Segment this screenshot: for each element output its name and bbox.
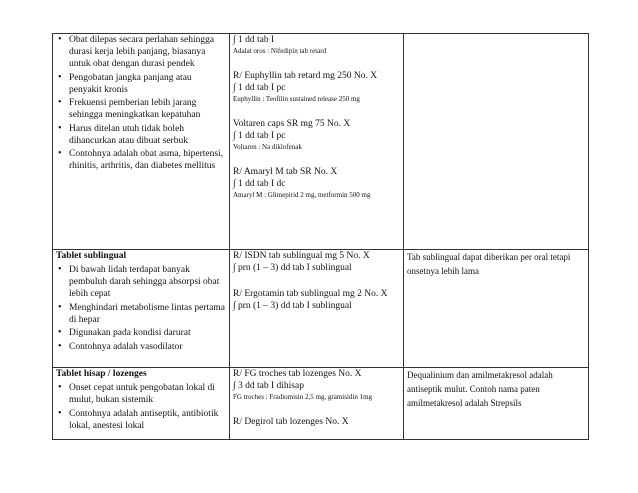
recipe-line: R/ Amaryl M tab SR No. X [233,167,338,177]
prescription-cell [230,34,404,250]
prescription-cell [230,250,404,368]
signa-line: ∫ 1 dd tab I dc [233,179,286,189]
section-title: Tablet sublingual [56,251,127,261]
recipe-line: R/ Ergotamin tab sublingual mg 2 No. X [233,289,388,299]
list-item: • Di bawah lidah terdapat banyak pembuluh darah sehingga absorpsi obat lebih cepat [56,264,226,300]
description-cell [53,250,230,368]
list-item: • Digunakan pada kondisi darurat [56,327,226,339]
list-item: • Pengobatan jangka panjang atau penyakit kronis [56,72,226,96]
section-title: Tablet hisap / lozenges [56,369,147,379]
signa-line: ∫ prn (1 – 3) dd tab I sublingual [233,301,352,311]
description-cell [53,368,230,440]
description-cell [53,34,230,250]
note-cell [404,250,589,368]
signa-line: ∫ 1 dd tab I pc [233,83,286,93]
list-item: • Obat dilepas secara perlahan sehingga durasi kerja lebih panjang, biasanya untuk obat dengan durasi pendek [56,34,226,70]
recipe-line: Voltaren caps SR mg 75 No. X [233,119,351,129]
composition-note: Voltaren : Na diklofenak [233,143,302,151]
note-text: Dequalinium dan amilmetakresol adalah antiseptik mulut. Contoh nama paten amilmetakresol adalah Strepsils [407,370,553,408]
table-row [53,368,589,440]
drug-form-table [52,33,589,440]
signa-line: ∫ 3 dd tab I dihisap [233,381,304,391]
bullet-list [56,382,226,432]
note-text: Tab sublingual dapat diberikan per oral tetapi onsetnya lebih lama [407,252,571,276]
recipe-line: R/ Euphyllin tab retard mg 250 No. X [233,71,378,81]
signa-line: ∫ prn (1 – 3) dd tab I sublingual [233,263,352,273]
recipe-line: R/ ISDN tab sublingual mg 5 No. X [233,251,370,261]
list-item: • Contohnya adalah obat asma, hipertensi, rhinitis, arthritis, dan diabetes mellitus [56,148,226,172]
note-cell [404,34,589,250]
recipe-line: R/ FG troches tab lozenges No. X [233,369,362,379]
table-row [53,34,589,250]
signa-line: ∫ 1 dd tab I pc [233,131,286,141]
table-row [53,250,589,368]
composition-note: FG troches : Fradiomisin 2,5 mg, gramisidin 1mg [233,393,373,401]
list-item: • Harus ditelan utuh tidak boleh dihancurkan atau dibuat serbuk [56,123,226,147]
list-item: • Contohnya adalah vasodilator [56,341,226,353]
prescription-cell [230,368,404,440]
composition-note: Adalat oros : Nifedipin tab retard [233,47,327,55]
note-cell [404,368,589,440]
composition-note: Amaryl M : Glimepirid 2 mg, metformin 500 mg [233,191,371,199]
bullet-list [56,264,226,353]
signa-line: ∫ 1 dd tab I [233,35,275,45]
composition-note: Euphyllin : Teofilin sustained release 250 mg [233,95,360,103]
recipe-line: R/ Degirol tab lozenges No. X [233,417,349,427]
list-item: • Menghindari metabolisme lintas pertama di hepar [56,302,226,326]
list-item: • Contohnya adalah antiseptik, antibiotik lokal, anestesi lokal [56,408,226,432]
bullet-list [56,34,226,172]
list-item: • Onset cepat untuk pengobatan lokal di mulut, bukan sistemik [56,382,226,406]
list-item: • Frekuensi pemberian lebih jarang sehingga meningkatkan kepatuhan [56,97,226,121]
